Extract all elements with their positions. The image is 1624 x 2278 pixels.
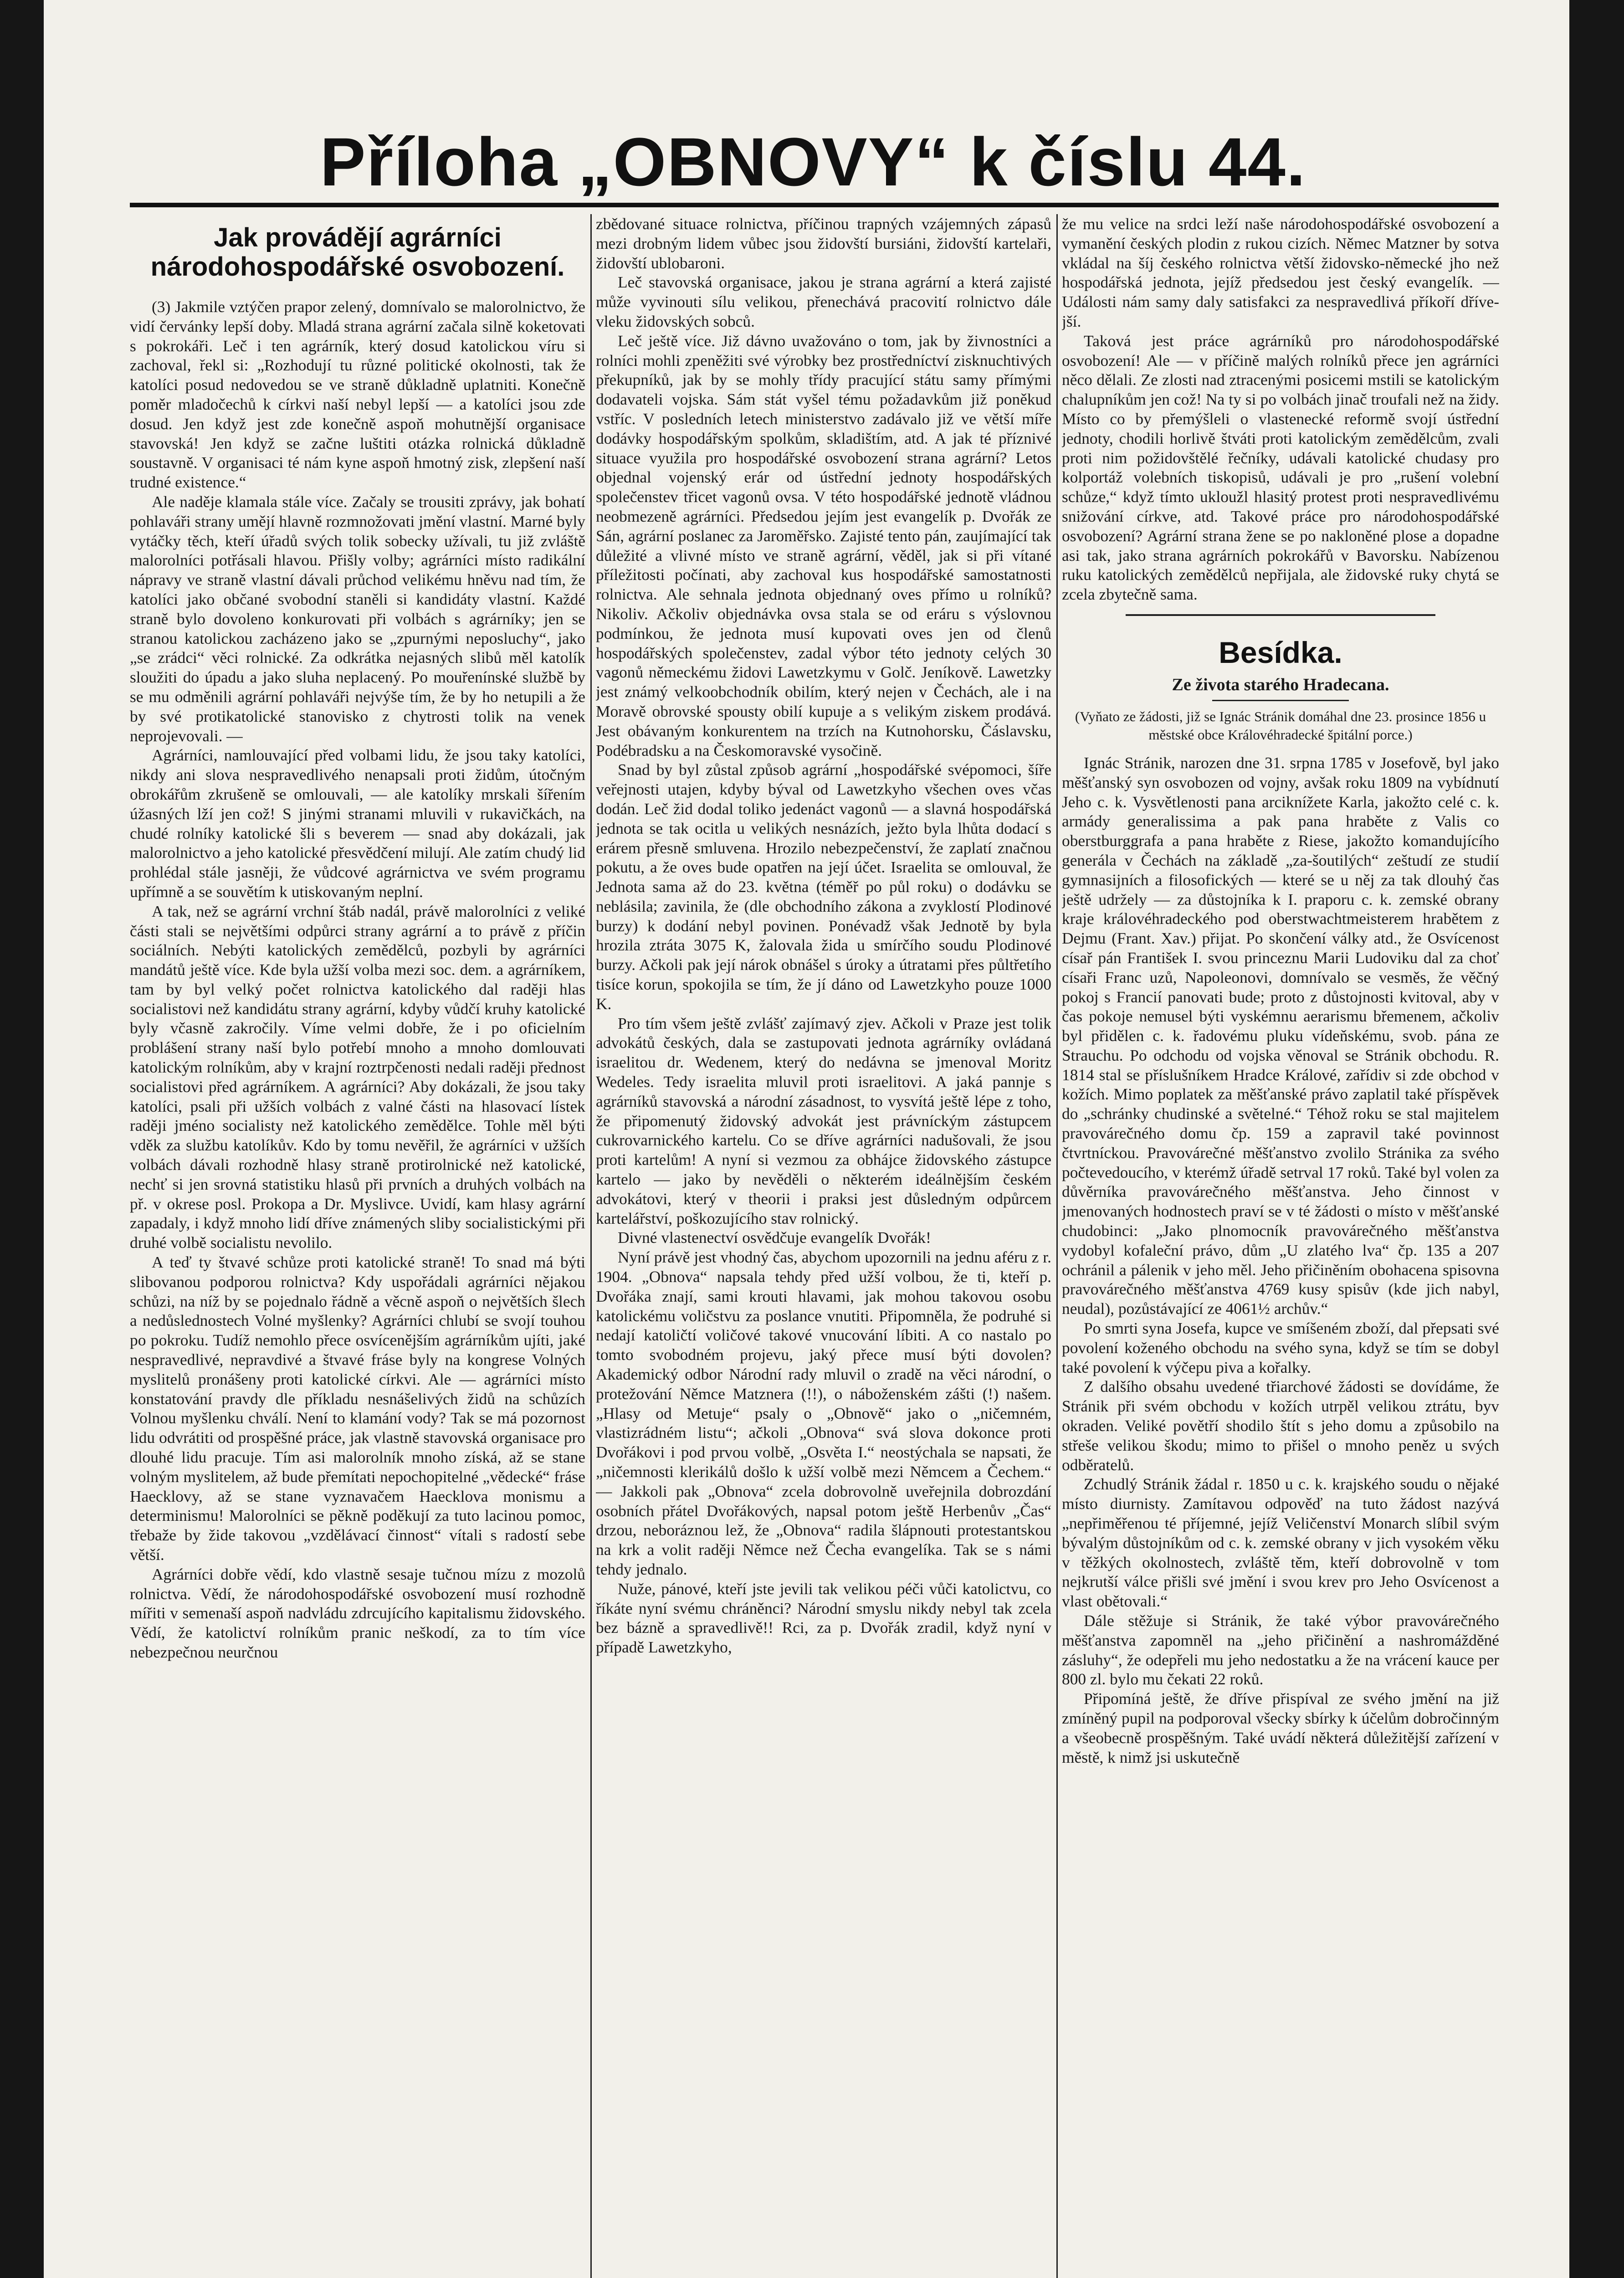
section-separator [1126,614,1435,616]
article-paragraph: Snad by byl zůstal způsob agrární „hospodářské svépomoci, šíře veřejnosti utajen, kdyby býval od Lawetzkyho všechen oves včas dodán. Leč žid dodal toliko jedenáct vagonů — a slavná hospodářská jednota se tak ocitla u velikých nesnázích, ježto byla lhůta dodací s erárem přesně smluvena. Hrozilo nebezpečenství, že zaplatí značnou pokutu, a že oves bude opatřen na její účet. Israelita se omlouval, že Jednota sama až do 23. května (téměř po půl roku) o dodávku se neblásila; zavinila, že (dle obchodního zákona a zvyklostí Plodinové burzy) k dodání nebyl povinen. Ponévadž však Jednotě by byla hrozila ztráta 3075 K, žalovala žida u smírčího soudu Plodinové burzy. Ačkoli pak její nárok obnášel s úroky a útratami přes půltřetího tisíce korun, spokojila se tím, že jí dáno od Lawetzkyho pouze 1000 K. [596,760,1051,1013]
article-paragraph: Agrárníci, namlouvající před volbami lidu, že jsou taky katolíci, nikdy ani slova nespravedlivého nenapsali proti židům, útočným obrokářům zkrušeně se omlouvali, — ale katolíky mrskali šířením úžasných lží jen což! S jinými stranami mluvili v rukavičkách, na chudé rolníky katolické šli s beverem — snad aby dokázali, jak malorolnictvo a jeho katolické přesvědčení milují. Ale zatím chudý lid prohlédal stále jasněji, že vůdcové agrárnictva ve svém programu upřímně a se souvětím k utiskovaným neplní. [130,746,585,901]
column-divider-1 [590,214,592,2278]
column-2 [596,214,1051,2278]
article-paragraph: Nyní právě jest vhodný čas, abychom upozornili na jednu aféru z r. 1904. „Obnova“ napsala tehdy před užší volbou, že ti, kteří p. Dvořáka znají, sami krouti hlavami, jak mohou takovou osobu katolickému voličstvu za poslance vnutiti. Připomněla, že podruhé si nedají katoličtí voličové takové vnucování líbiti. A co nastalo po tomto svobodném projevu, jaký přece musí býti dovolen? Akademický odbor Národní rady mluvil o zradě na věci národní, o protežování Němce Matznera (!!), o náboženském zášti (!) našem. „Hlasy od Metuje“ psaly o „Obnově“ jako o „ničemném, vlastizrádném listu“; ačkoli „Obnova“ svá slova dokonce proti Dvořákovi i pod prvou volbě, „Osvěta I.“ neostýchala se napsati, že „ničemnosti klerikálů došlo k užší volbě mezi Němcem a Čechem.“ — Jakkoli pak „Obnova“ zcela dobrovolně uveřejnila dobrozdání osobních přátel Dvořákových, napsal potom ještě Herbenův „Čas“ drzou, neboráznou lež, že „Obnova“ radila šlápnouti protestantskou na krk a volit raději Němce než Čecha evangelíka. Tak se s námi tehdy jednalo. [596,1248,1051,1578]
besidka-paragraph: Po smrti syna Josefa, kupce ve smíšeném zboží, dal přepsati své povolení koženého obchodu na svého syna, když se tím se dobyl také povolení k výčepu piva a kořalky. [1062,1319,1499,1376]
scan-edge-left [0,0,44,2278]
article-paragraph: Nuže, pánové, kteří jste jevili tak velikou péči vůči katolictvu, co říkáte nyní svému chráněnci? Národní smyslu nikdy nebyl tak zcela bez bázně a spravedlivě!! Rci, za p. Dvořák zradil, když nyní v případě Lawetzkyho, [596,1579,1051,1657]
besidka-paragraph: Zchudlý Stránik žádal r. 1850 u c. k. krajského soudu o nějaké místo diurnisty. Zamítavou odpověď na tuto žádost nazývá „nepřiměřenou té příjemné, jejíž Veličenství Monarch slíbil svým bývalým důstojníkům od c. k. zemské obrany v jich vysokém věku v těžkých okolnostech, zvláště těm, kteří dobrovolně v tom nejkrutší válce přišli své jmění i svou krev pro Jeho Osvícenost a vlast obětovali.“ [1062,1475,1499,1611]
article-paragraph: Taková jest práce agrárníků pro národohospodářské osvobození! Ale — v příčině malých rolníků přece jen agrárníci něco dělali. Ze zlosti nad ztracenými posicemi mstili se katolickým chalupníkům jen což! Na ty si po volbách jinač troufali než na židy. Místo co by přemýšleli o vlastenecké reformě svojí ústřední jednoty, chodili horlivě štváti proti katolickým zemědělcům, zvali proti nim požidovštělé řečníky, udávali katolické chudasy pro kolportáž volebních tiskopisů, udávali je pro „rušení volební schůze,“ když tímto ukloužl hlasitý protest proti nespravedlivému snižování církve, atd. Takové práce pro národohospodářské osvobození? Agrární strana žene se po nakloněné plose a dopadne asi tak, jako strana agrárních pokrokářů v Bavorsku. Nabízenou ruku katolických zemědělců nepřijala, ale židovské ruky chytá se zcela zbytečně sama. [1062,331,1499,604]
article-paragraph: zbědované situace rolnictva, příčinou trapných vzájemných zápasů mezi drobným lidem vůbec jsou židovští bursiáni, židovští kartelaři, židovští ublobaroni. [596,215,1051,272]
column-divider-2 [1056,214,1058,2278]
article-paragraph: Pro tím všem ještě zvlášť zajímavý zjev. Ačkoli v Praze jest tolik advokátů českých, dala se zastupovati jednota agrárníky ovládaná israelitou dr. Wedenem, který do nedávna se jmenoval Moritz Wedeles. Tedy israelita mluvil proti israelitovi. A jaká pannje s agrárníků stavovská a národní zásadnost, to vysvítá ještě lépe z toho, že připomenutý židovský advokát jest právníckým zástupcem cukrovarnického kartelu. Co se dříve agrárníci nadušovali, že jsou proti kartelům! A nyní si vezmou za obhájce židovského zástupce kartelo — jako by nevěděli o některém ideálnějším českém advokátovi, který v theorii i praksi jest důsledným odpůrcem kartelářství, poškozujícího stav rolnický. [596,1014,1051,1227]
besidka-title: Besídka. [1219,635,1342,669]
supplement-header-title: Příloha „OBNOVY“ k číslu 44. [320,123,1306,200]
besidka-paragraph: Ignác Stránik, narozen dne 31. srpna 1785 v Josefově, byl jako měšťanský syn osvobozen od vojny, avšak roku 1809 na vybídnutí Jeho c. k. Vysvětlenosti pana arciknížete Karla, jakožto celé c. k. armády generalissima a pak pana hraběte z Valis co oberstburggrafa a pana hraběte z Riese, jakožto komandujícího generála v Čechách na základě „za-šoutilých“ zeštudí ze studií gymnasijních a filosofických — které se u něj za tak dlouhý čas ještě udržely — za důstojníka k I. praporu c. k. zemské obrany kraje královéhradeckého pod oberstwachtmeisterem hrabětem z Dejmu (Frant. Xav.) přijat. Po skončení války atd., že Osvícenost císař pán František I. svou princeznu Marii Ludoviku dal za choť císaři Franc uzů, Napoleonovi, domnívalo se vesměs, že věčný pokoj s Francií panovati bude; proto z důstojnosti kvitoval, aby v čas pokoje nemusel býti vyskémnu aerarismu břemenem, ačkoliv byl přidělen c. k. řadovému pluku vídeňskému, svob. pána ze Strauchu. Po odchodu od vojska věnoval se Stránik obchodu. R. 1814 stal se příslušníkem Hradce Králové, zařídiv si zde obchod v kožích. Mimo poplatek za měšťanské právo zaplatil také příspěvek do „schránky chudinské a světelné.“ Téhož roku se stal majitelem pravovárečného domu čp. 159 a zapravil také povinnost čtvrtníckou. Pravovárečné měšťanstvo zvolilo Stránika za svého počtevedoucího, v kterémž úřadě setrval 17 roků. Také byl volen za důvěrníka pravovárečného měšťanstva. Jeho činnost v jmenovaných hodnostech praví se v té žádosti o místo v měšťanské chudobinci: „Jako plnomocník pravovárečného měšťanstva vydobyl kofaleční právo, dům „U zlatého lva“ čp. 135 a 207 ochránil a pálenik v jeho měl. Jeho přičiněním obohacena spisovna pravovárečného měšťanstva 4769 kusy spisův (kde jich nabyl, neudal), pozůstávající ze 4061½ archův.“ [1062,753,1499,1318]
header-rule [130,203,1499,207]
article-paragraph: Leč stavovská organisace, jakou je strana agrární a která zajisté může vyvinouti sílu velikou, přenechává pracovití rolnictvo dále vleku židovských sobců. [596,273,1051,330]
besidka-subtitle: Ze života starého Hradecana. [1172,675,1389,694]
besidka-paragraph: Z dalšího obsahu uvedené třiarchové žádosti se dovídáme, že Stránik při svém obchodu v kožích utrpěl velikou ztrátu, byv okraden. Veliké povětří shodilo štít s jeho domu a způsobilo na střeše velikou škodu; mimo to přišel o mnoho peněz u svých odběratelů. [1062,1377,1499,1474]
subtitle-rule [1212,700,1349,701]
article-title: Jak provádějí agrárníci národohospodářské osvobození. [150,223,565,282]
article-paragraph: Agrárníci dobře vědí, kdo vlastně sesaje tučnou mízu z mozolů rolnictva. Vědí, že národohospodářské osvobození musí rozhodně mířiti v semenaší aspoň nadvládu zdrcujícího kapitalismu židovského. Vědí, že katolictví rolníkům pranic neškodí, za to tím více nebezpečnou neurčnou [130,1565,585,1661]
besidka-source-note: (Vyňato ze žádosti, již se Ignác Stránik domáhal dne 23. prosince 1856 u městské obce Královéhradecké špitální porce.) [1075,708,1486,743]
article-paragraph: A tak, než se agrární vrchní štáb nadál, právě malorolníci z veliké části stali se největšími odpůrci strany agrární a to právě z příčin sociálních. Nebýti katolických zemědělců, pozbyli by agrárníci mandátů ještě více. Kde byla užší volba mezi soc. dem. a agrárníkem, tam by byl velký počet rolnictva katolického dal raději hlas socialistovi než kandidátu strany agrární, kdyby vůdčí kruhy katolické byly včasně zakročily. Víme velmi dobře, že i po oficielním problášení strany naší bylo potřebí mnoho a mnoho domlouvati katolickým rolníkům, aby v krajní roztrpčenosti nedali raději přednost socialistovi před agrárníkem. A agrárníci? Aby dokázali, že jsou taky katolíci, psali při užších volbách z valné části na hlasovací lístek raději jméno socialisty než katolického zemědělce. Tohle měl býti vděk za službu katolíkův. Kdo by tomu nevěřil, že agrárníci v užších volbách dávali rozhodně hlasy straně protirolnické než katolické, nechť si jen srovná statistiku hlasů při prvních a druhých volbách na př. v okrese posl. Prokopa a Dr. Myslivce. Uvidí, kam hlasy agrární zapadaly, i když mnoho lidí dříve známených sliby socialistickými při druhé volbě socialistu nevolilo. [130,902,585,1252]
article-paragraph: Leč ještě více. Již dávno uvažováno o tom, jak by živnostníci a rolníci mohli zpeněžiti své výrobky bez prostředníctví zisknuchtivých překupníků, jak by se mohly třídy pracující státu samy přímými dodavateli vojska. Sám stát vyšel tému požadavkům již poněkud vstříc. V posledních letech ministerstvo zadávalo již ve větší míře dodávky hospodářským spolkům, skladištím, atd. A jak té příznivé situace využila pro hospodářské osvobození strana agrární? Letos objednal vojenský erár od ústřední jednoty hospodářských společenstev třicet vagonů ovsa. V této hospodářské jednotě vládnou neobmezeně agrárníci. Předsedou jejím jest evangelík p. Dvořák ze Sán, agrární poslanec za Jaroměřsko. Zajisté tento pán, zaujímající tak důležité a vlivné místo ve straně agrární, věděl, jak si při vítané příležitosti počínati, aby zachoval kus hospodářské samostatnosti rolnictva. Ale sehnala jednota objednaný oves přímo u rolníků? Nikoliv. Ačkoliv objednávka ovsa stala se od eráru s výslovnou podmínkou, že jednota musí kupovati oves jen od členů hospodářských společenstev, zadal výbor této jednoty celých 30 vagonů německému židovi Lawetzkymu v Golč. Jeníkově. Lawetzky jest známý velkoobchodník obilím, který nejen v Čechách, ale i na Moravě obrovské spousty obilí kupuje a s velikým ziskem prodává. Jest obávaným konkurentem na trzích na Kutnohorsku, Čáslavsku, Podébradsku a na Českomoravské vysočině. [596,331,1051,759]
column-1 [130,214,585,2278]
scan-edge-right [1569,0,1624,2278]
article-paragraph: (3) Jakmile vztýčen prapor zelený, domnívalo se malorolnictvo, že vidí červánky lepší doby. Mladá strana agrární začala silně koketovati s pokrokáři. Leč i ten agrárník, který dosud katolickou víru si zachoval, řekl si: „Rozhodují tu různé politické okolnosti, tak že katolíci posud nedovedou se ve straně důkladně uplatniti. Konečně poměr mladočechů k církvi naší nebyl lepší — a katolíci jsou zde dosud. Jen když jest zde konečně aspoň mohutnější organisace stavovská! Jen když se začne luštiti otázka rolnická důkladně soustavně. V organisaci té nám kyne aspoň hmotný zisk, zlepšení naší trudné existence.“ [130,298,585,492]
article-paragraph: Divné vlastenectví osvědčuje evangelík Dvořák! [618,1228,931,1247]
article-paragraph: Ale naděje klamala stále více. Začaly se trousiti zprávy, jak bohatí pohlaváři strany umějí hlavně rozmnožovati jmění vlastní. Marné byly vytáčky těch, kteří úřadů svých tolik sobecky užívali, tu již zvláště malorolníci potřásali hlavou. Přišly volby; agrárníci místo radikální nápravy ve straně vlastní dávali průchod velikému hněvu nad tím, že katolíci jako občané svobodní staněli si kandidáty vlastní. Každé straně bylo dovoleno konkurovati při volbách s agrárníky; jen se stranou katolickou zacházeno jako se „zpurnými neposluchy“, jako „se zrádci“ věci rolnické. Za odkrátka nejasných slibů měl katolík sloužiti do úpadu a jako sluha neplacený. Po mouřenínské službě by se mu odměnili agrární pohlaváři nejvýše tím, že by ho netupili a že by své protikatolické stanovisko z chytrosti tolik na venek neprojevovali. — [130,492,585,745]
article-paragraph: že mu velice na srdci leží naše národohospodářské osvobození a vymanění českých plodin z rukou cizích. Němec Matzner by sotva vkládal na šíj českého rolnictva větší židovsko-německé jho než hospodářská jednota, jejíž předsedou jest český evangelík. — Události nám samy daly satisfakci za nespravedlivá příkoří dříve-jší. [1062,215,1499,330]
article-paragraph: A teď ty štvavé schůze proti katolické straně! To snad má býti slibovanou podporou rolnictva? Kdy uspořádali agrárníci nějakou schůzi, na níž by se pojednalo řádně a věcně aspoň o největších šlech a nedůslednostech Volné myšlenky? Agrárníci chlubí se svojí touhou po pokroku. Tudíž nemohlo přece osvícenějším agrárníkům ujíti, jaké nespravedlivé, nepravdivé a štvavé fráse byly na kongrese Volných myslitelů pronášeny proti katolické církvi. Ale — agrárníci místo konstatování pravdy dle příkladu nesnášelivých židů na schůzích Volnou myšlenku chválí. Není to klamání vody? Tak se má pozornost lidu odvrátiti od prospěšné práce, jak vlastně stavovská organisace pro dlouhé lidu pracuje. Tím asi malorolník mnoho získá, až se stane volným myslitelem, až bude přemítati nepochopitelné „vědecké“ fráse Haecklovy, až se stane vyznavačem Haecklova monismu a determinismu! Malorolníci se pěkně poděkují za tuto lacinou pomoc, třebaže by žide takovou „vzdělávací činnost“ vítali s radostí sebe větší. [130,1253,585,1564]
besidka-paragraph: Dále stěžuje si Stránik, že také výbor pravovárečného měšťanstva zapomněl na „jeho přičinění a nashromážděné zásluhy“, že odepřeli mu jeho nedostatku a že na vrácení kauce per 800 zl. bylo mu čekati 22 roků. [1062,1611,1499,1688]
besidka-paragraph: Připomíná ještě, že dříve přispíval ze svého jmění na již zmíněný pupil na podporoval všecky sbírky k účelům dobročinným a všeobecně prospěšným. Také uvádí některá důležitější zařízení v městě, k nimž jsi uskutečně [1062,1689,1499,1766]
column-3 [1062,214,1499,2278]
